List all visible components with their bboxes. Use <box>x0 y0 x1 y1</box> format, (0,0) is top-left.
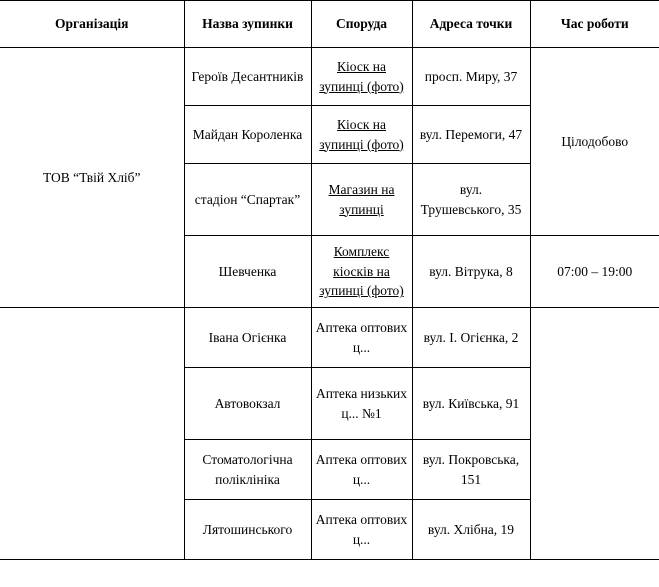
building-cell: Аптека оптових ц... <box>311 308 412 368</box>
column-header-stop-name: Назва зупинки <box>184 1 311 48</box>
building-cell <box>311 236 412 308</box>
organization-cell: ТОВ “Твій Хліб” <box>0 48 184 308</box>
building-link[interactable]: Кіоск на зупинці (фото) <box>319 116 404 152</box>
stop-name-cell: Лятошинського <box>184 500 311 560</box>
column-header-address: Адреса точки <box>412 1 530 48</box>
building-cell <box>311 48 412 106</box>
stop-name-cell: Стоматологічна поліклініка <box>184 440 311 500</box>
stop-name-cell: Шевченка <box>184 236 311 308</box>
organization-cell <box>0 308 184 560</box>
working-hours-cell <box>530 308 659 560</box>
building-link[interactable]: Комплекс кіосків на зупинці (фото) <box>319 244 404 299</box>
table-header-row <box>0 1 659 48</box>
column-header-building: Споруда <box>311 1 412 48</box>
table-header <box>0 1 659 48</box>
stop-name-cell: стадіон “Спартак” <box>184 164 311 236</box>
stop-name-cell: Івана Огієнка <box>184 308 311 368</box>
building-link[interactable]: Магазин на зупинці <box>328 181 395 217</box>
table-body <box>0 48 659 560</box>
address-cell: просп. Миру, 37 <box>412 48 530 106</box>
stop-name-cell: Автовокзал <box>184 368 311 440</box>
address-cell: вул. Вітрука, 8 <box>412 236 530 308</box>
building-link[interactable]: Кіоск на зупинці (фото) <box>319 58 404 94</box>
address-cell: вул. Трушевського, 35 <box>412 164 530 236</box>
stop-name-cell: Героїв Десантників <box>184 48 311 106</box>
working-hours-cell: Цілодобово <box>530 48 659 236</box>
stop-name-cell: Майдан Короленка <box>184 106 311 164</box>
address-cell: вул. І. Огієнка, 2 <box>412 308 530 368</box>
building-cell: Аптека оптових ц... <box>311 440 412 500</box>
table-row <box>0 48 659 106</box>
address-cell: вул. Перемоги, 47 <box>412 106 530 164</box>
building-cell <box>311 164 412 236</box>
building-cell: Аптека оптових ц... <box>311 500 412 560</box>
working-hours-cell: 07:00 – 19:00 <box>530 236 659 308</box>
address-cell: вул. Київська, 91 <box>412 368 530 440</box>
building-cell <box>311 106 412 164</box>
table-row <box>0 308 659 368</box>
column-header-organization: Організація <box>0 1 184 48</box>
address-cell: вул. Покровська, 151 <box>412 440 530 500</box>
building-cell: Аптека низьких ц... №1 <box>311 368 412 440</box>
address-cell: вул. Хлібна, 19 <box>412 500 530 560</box>
column-header-working-hours: Час роботи <box>530 1 659 48</box>
